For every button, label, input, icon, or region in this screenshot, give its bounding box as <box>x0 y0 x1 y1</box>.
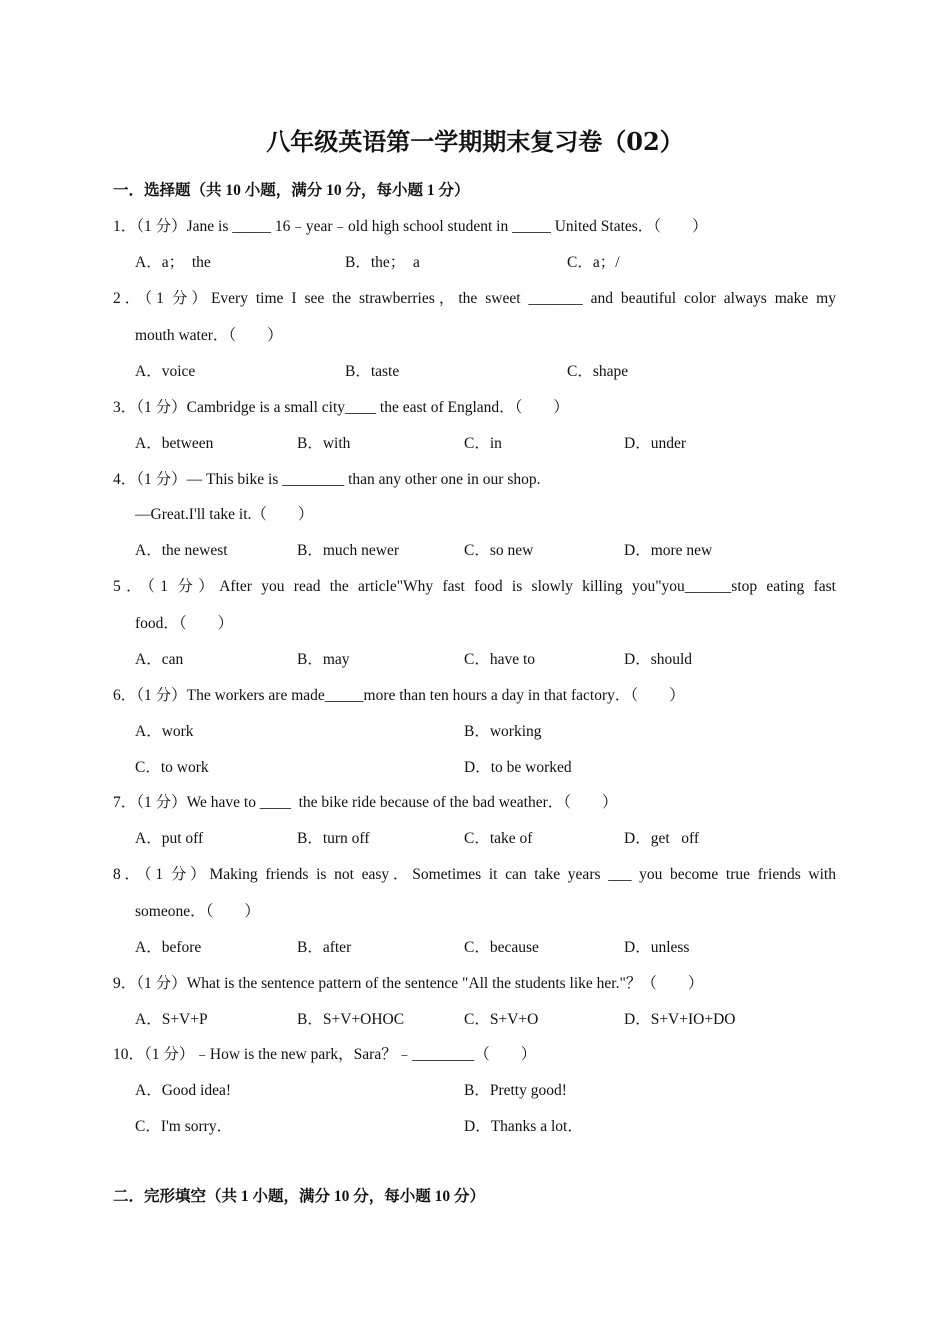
question-9-option-d: D．S+V+IO+DO <box>624 1011 736 1028</box>
section-heading-cloze: 二．完形填空（共 1 小题，满分 10 分，每小题 10 分） <box>113 1188 486 1205</box>
question-6-option-b: B．working <box>464 723 542 740</box>
question-8-option-a: A．before <box>135 939 202 956</box>
question-3-option-a: A．between <box>135 435 214 452</box>
question-1-option-b: B．the； a <box>345 254 420 271</box>
question-2-stem-line2: mouth water．（ ） <box>135 327 283 344</box>
question-9-option-a: A．S+V+P <box>135 1011 208 1028</box>
question-6-option-c: C．to work <box>135 759 209 776</box>
question-4-option-c: C．so new <box>464 542 534 559</box>
question-7-option-a: A．put off <box>135 830 204 847</box>
question-5-option-d: D．should <box>624 651 693 668</box>
question-10-option-d: D．Thanks a lot． <box>464 1118 583 1135</box>
question-2-option-a: A．voice <box>135 363 196 380</box>
question-7-option-b: B．turn off <box>297 830 370 847</box>
question-1-option-c: C．a；/ <box>567 254 620 271</box>
question-7-option-c: C．take of <box>464 830 533 847</box>
question-10-option-c: C．I'm sorry． <box>135 1118 233 1135</box>
question-2-stem-line1: 2．（1 分）Every time I see the strawberries，the sweet _______ and beautiful color always make my <box>113 290 836 307</box>
question-1-stem: 1．（1 分）Jane is _____ 16﹣year﹣old high school student in _____ United States．（ ） <box>113 218 708 235</box>
question-4-option-b: B．much newer <box>297 542 400 559</box>
question-8-option-c: C．because <box>464 939 539 956</box>
question-5-option-b: B．may <box>297 651 350 668</box>
question-6-option-a: A．work <box>135 723 194 740</box>
question-3-option-c: C．in <box>464 435 502 452</box>
question-8-option-b: B．after <box>297 939 352 956</box>
question-5-option-c: C．have to <box>464 651 536 668</box>
question-5-option-a: A．can <box>135 651 184 668</box>
question-9-option-c: C．S+V+O <box>464 1011 539 1028</box>
question-6-stem: 6．（1 分）The workers are made_____more than ten hours a day in that factory．（ ） <box>113 687 685 704</box>
question-8-stem-line2: someone．（ ） <box>135 903 260 920</box>
question-5-stem-line1: 5．（1 分）After you read the article"Why fast food is slowly killing you"you______stop eating fast <box>113 578 836 595</box>
question-3-stem: 3．（1 分）Cambridge is a small city____ the east of England．（ ） <box>113 399 569 416</box>
question-1-option-a: A．a； the <box>135 254 211 271</box>
question-7-option-d: D．get off <box>624 830 700 847</box>
question-10-option-b: B．Pretty good! <box>464 1082 567 1099</box>
question-7-stem: 7．（1 分）We have to ____ the bike ride because of the bad weather．（ ） <box>113 794 618 811</box>
question-4-option-d: D．more new <box>624 542 713 559</box>
question-9-option-b: B．S+V+OHOC <box>297 1011 405 1028</box>
question-6-option-d: D．to be worked <box>464 759 572 776</box>
question-5-stem-line2: food．（ ） <box>135 615 234 632</box>
question-8-option-d: D．unless <box>624 939 690 956</box>
question-3-option-b: B．with <box>297 435 351 452</box>
question-10-stem: 10．（1 分）﹣How is the new park，Sara？﹣________（ ） <box>113 1046 537 1063</box>
section-heading-choice: 一．选择题（共 10 小题，满分 10 分，每小题 1 分） <box>113 182 470 199</box>
question-9-stem: 9．（1 分）What is the sentence pattern of the sentence "All the students like her."？（ ） <box>113 975 704 992</box>
question-8-stem-line1: 8．（1 分）Making friends is not easy．Sometimes it can take years ___ you become true friends with <box>113 866 836 883</box>
question-10-option-a: A．Good idea! <box>135 1082 231 1099</box>
question-2-option-b: B．taste <box>345 363 400 380</box>
question-2-option-c: C．shape <box>567 363 629 380</box>
page-title: 八年级英语第一学期期末复习卷（02） <box>266 127 684 156</box>
question-3-option-d: D．under <box>624 435 686 452</box>
question-4-stem-line1: 4．（1 分）— This bike is ________ than any other one in our shop. <box>113 471 541 488</box>
question-4-option-a: A．the newest <box>135 542 228 559</box>
question-4-stem-line2: —Great.I'll take it.（ ） <box>135 506 314 523</box>
